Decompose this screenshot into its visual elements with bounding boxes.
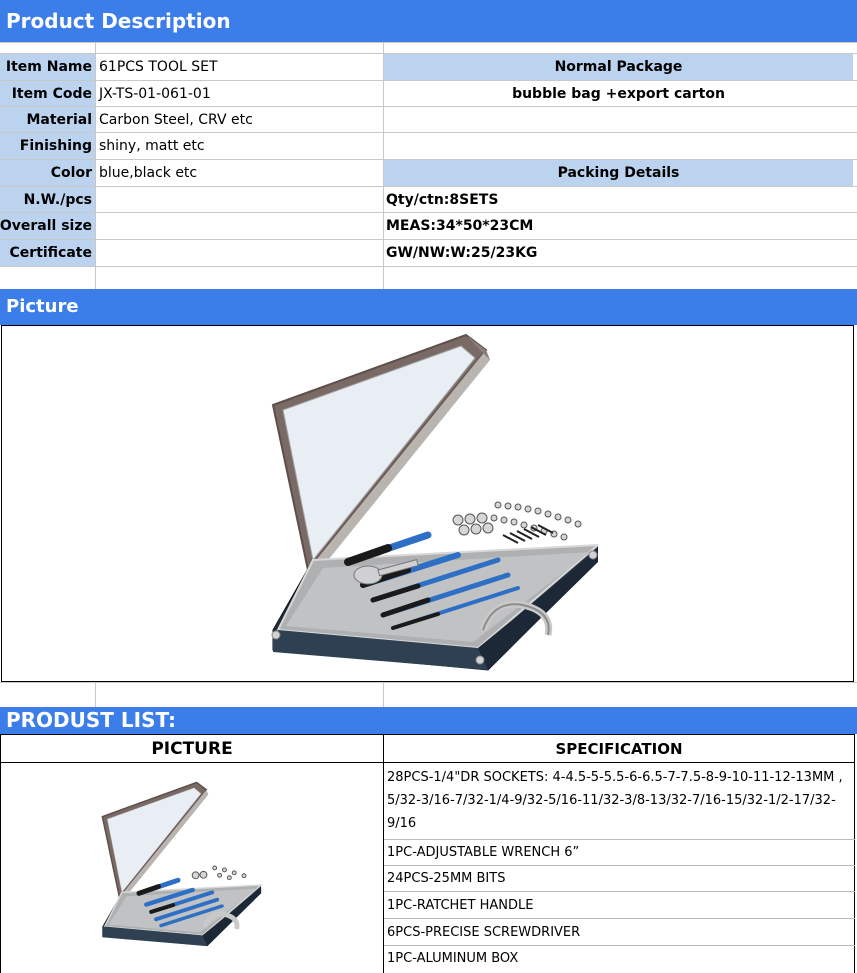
value-material: Carbon Steel, CRV etc bbox=[99, 111, 253, 128]
label-finishing: Finishing bbox=[0, 133, 95, 159]
normal-package-header: Normal Package bbox=[384, 54, 853, 80]
spec-item: 24PCS-25MM BITS bbox=[387, 871, 506, 886]
spec-item: 1PC-ALUMINUM BOX bbox=[387, 951, 519, 966]
tool-case-image bbox=[268, 330, 598, 678]
grid-line bbox=[95, 682, 96, 707]
product-description-band bbox=[0, 0, 857, 42]
spec-item: 28PCS-1/4"DR SOCKETS: 4-4.5-5-5.5-6-6.5-7-7.5-8-9-10-11-12-13MM , 5/32-3/16-7/32-1/4-9/32-5/16-11/32-3/8-13/32-7/16-15/32-1/2-17/32-9/16 bbox=[387, 770, 843, 831]
product-list-band bbox=[0, 707, 857, 734]
label-material: Material bbox=[0, 107, 95, 132]
value-item-name: 61PCS TOOL SET bbox=[99, 59, 218, 75]
packing-weight: GW/NW:W:25/23KG bbox=[386, 245, 538, 261]
product-list-title: PRODUST LIST: bbox=[6, 708, 177, 732]
label-item-name: Item Name bbox=[0, 54, 95, 80]
spec-item: 1PC-RATCHET HANDLE bbox=[387, 897, 534, 913]
spec-item: 1PC-ADJUSTABLE WRENCH 6” bbox=[387, 845, 580, 860]
value-nw-pcs bbox=[96, 187, 382, 212]
label-item-code: Item Code bbox=[0, 81, 95, 106]
spec-item: 6PCS-PRECISE SCREWDRIVER bbox=[387, 924, 581, 940]
column-divider bbox=[383, 734, 384, 973]
label-nw-pcs: N.W./pcs bbox=[0, 187, 95, 212]
packing-details-header: Packing Details bbox=[384, 160, 853, 186]
value-certificate bbox=[96, 240, 382, 266]
grid-line bbox=[383, 682, 384, 707]
tool-case-thumbnail bbox=[98, 780, 263, 950]
column-header-picture: PICTURE bbox=[151, 738, 233, 759]
grid-line bbox=[0, 42, 857, 43]
value-finishing: shiny, matt etc bbox=[99, 138, 205, 154]
label-certificate: Certificate bbox=[0, 240, 95, 266]
packing-meas: MEAS:34*50*23CM bbox=[386, 218, 534, 234]
value-item-code: JX-TS-01-061-01 bbox=[99, 85, 211, 102]
packing-qty: Qty/ctn:8SETS bbox=[386, 191, 499, 208]
label-color: Color bbox=[0, 160, 95, 186]
value-overall-size bbox=[96, 213, 382, 239]
picture-title: Picture bbox=[6, 296, 79, 317]
grid-line bbox=[0, 266, 857, 267]
value-color: blue,black etc bbox=[99, 165, 198, 181]
grid-line bbox=[0, 682, 857, 683]
product-description-title: Product Description bbox=[6, 9, 231, 33]
picture-band bbox=[0, 289, 857, 325]
normal-package-value: bubble bag +export carton bbox=[512, 85, 725, 102]
column-header-specification: SPECIFICATION bbox=[555, 739, 683, 758]
label-overall-size: Overall size bbox=[0, 213, 95, 239]
